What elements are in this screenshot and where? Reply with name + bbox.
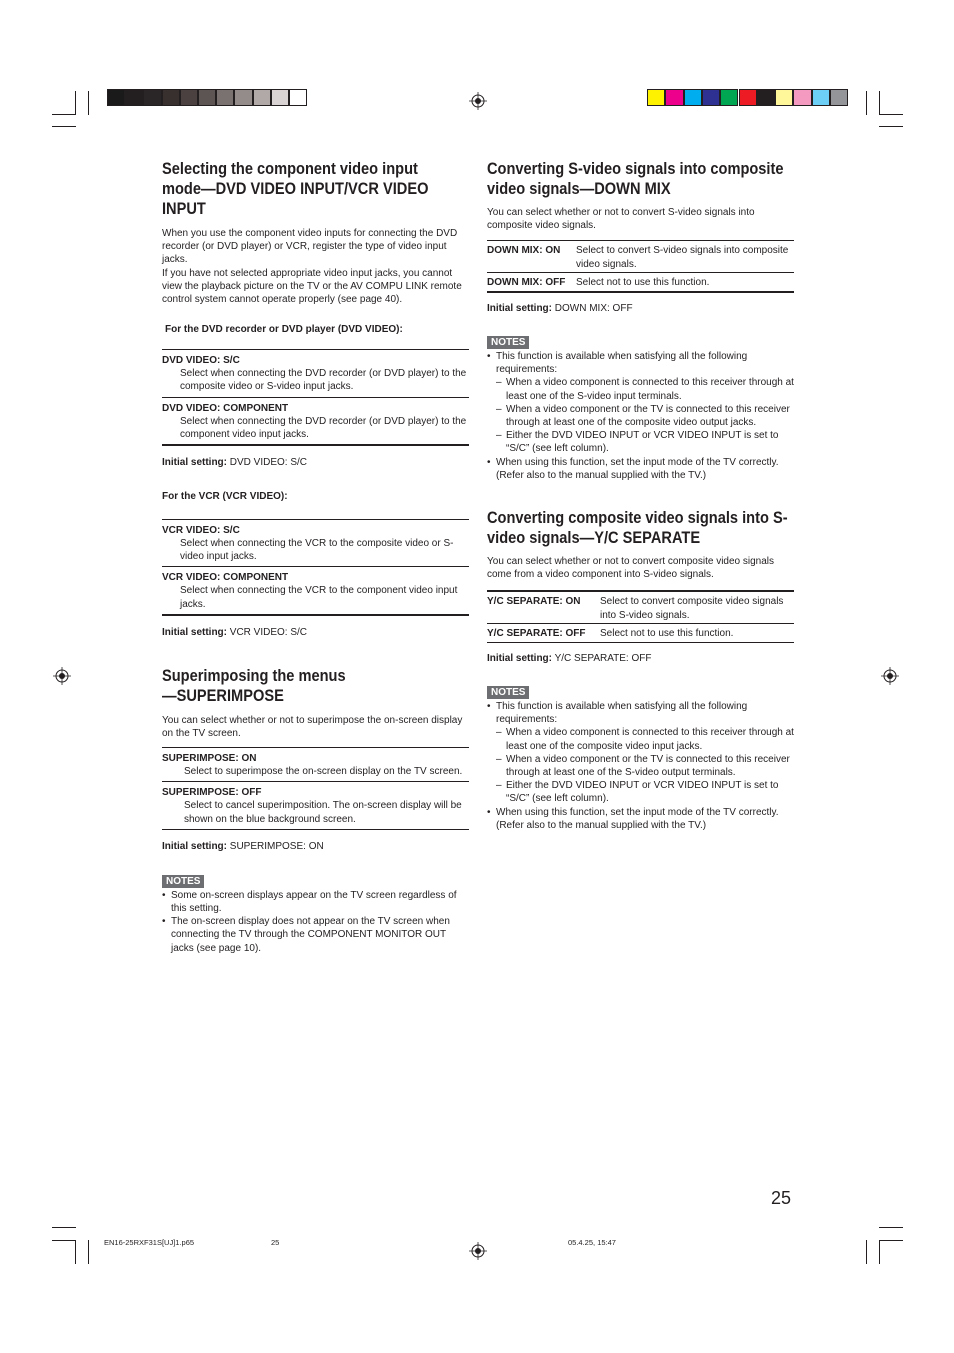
crop-mark [866, 91, 867, 115]
color-swatch [253, 89, 271, 106]
intro-text: You can select whether or not to superimpose the on-screen display on the TV screen. [162, 714, 463, 740]
initial-setting: Initial setting: DVD VIDEO: S/C [162, 457, 308, 469]
sub-notes-list [496, 726, 794, 805]
crop-mark [75, 1240, 76, 1264]
crop-mark [52, 114, 76, 115]
list-item: • This function is available when satisfying all the following requirements: – When a video component is connected to this receiver through at least one of the composite video input jacks. – When a video component or the TV is connected to this receiver through at least one of the S-video output terminals. – Either the DVD VIDEO INPUT or VCR VIDEO INPUT is set to “S/C” (see left column). [487, 700, 794, 806]
crop-mark [52, 1227, 76, 1228]
crop-mark [879, 114, 903, 115]
color-swatch [107, 89, 125, 106]
color-swatch [180, 89, 198, 106]
option-row: VCR VIDEO: S/C Select when connecting the VCR to the composite video or S-video input jacks. [162, 525, 454, 563]
notes-badge: NOTES [487, 336, 529, 349]
section-title-dvd-vcr-input: Selecting the component video input mode—DVD VIDEO INPUT/VCR VIDEO INPUT [162, 159, 429, 218]
initial-setting: Initial setting: SUPERIMPOSE: ON [162, 840, 324, 852]
crop-mark [879, 1240, 880, 1264]
crop-mark [879, 1240, 903, 1241]
section-title-yc-separate: Converting composite video signals into S- video signals—Y/C SEPARATE [487, 508, 788, 548]
crop-mark [879, 91, 880, 115]
notes-badge: NOTES [487, 686, 529, 699]
initial-setting: Initial setting: DOWN MIX: OFF [487, 303, 633, 315]
section-title-down-mix: Converting S-video signals into composite video signals—DOWN MIX [487, 159, 784, 198]
color-swatch [739, 89, 757, 106]
color-swatch [162, 89, 180, 106]
option-row: DOWN MIX: OFF Select not to use this function. [487, 276, 710, 288]
option-row: DVD VIDEO: S/C Select when connecting the DVD recorder (or DVD player) to the composite video or S-video input jacks. [162, 355, 467, 393]
initial-setting: Initial setting: Y/C SEPARATE: OFF [487, 653, 652, 665]
list-item: • When using this function, set the input mode of the TV correctly. (Refer also to the manual supplied with the TV.) [487, 456, 794, 482]
color-swatch [684, 89, 702, 106]
vcr-subheading: For the VCR (VCR VIDEO): [162, 491, 288, 503]
registration-mark-icon [469, 92, 487, 110]
footer-page: 25 [271, 1238, 280, 1247]
list-item: – When a video component or the TV is connected to this receiver through at least one of the S-video output terminals. [496, 753, 794, 779]
color-swatch [702, 89, 720, 106]
option-row: Y/C SEPARATE: OFF Select not to use this function. [487, 627, 734, 639]
option-row: DVD VIDEO: COMPONENT Select when connecting the DVD recorder (or DVD player) to the component video input jacks. [162, 402, 467, 440]
page-number: 25 [771, 1188, 792, 1208]
intro-text: You can select whether or not to convert S-video signals into composite video signals. [487, 207, 755, 232]
right-column [487, 159, 794, 832]
option-row: SUPERIMPOSE: ON Select to superimpose the on-screen display on the TV screen. [162, 753, 463, 778]
color-swatch [830, 89, 848, 106]
list-item: • The on-screen display does not appear on the TV screen when connecting the TV through the COMPONENT MONITOR OUT jacks (see page 10). [162, 915, 469, 955]
footer-filename: EN16-25RXF31S[UJ]1.p65 [104, 1238, 195, 1247]
registration-mark-icon [53, 667, 71, 685]
crop-mark [879, 1227, 903, 1228]
crop-mark [88, 91, 89, 115]
list-item: • Some on-screen displays appear on the TV screen regardless of this setting. [162, 889, 469, 915]
color-swatch [720, 89, 738, 106]
crop-mark [866, 1240, 867, 1264]
list-item: – When a video component or the TV is connected to this receiver through at least one of the composite video output jacks. [496, 403, 794, 429]
registration-mark-icon [881, 667, 899, 685]
color-swatch [812, 89, 830, 106]
color-swatch [665, 89, 683, 106]
list-item: – When a video component is connected to this receiver through at least one of the composite video input jacks. [496, 726, 794, 752]
intro-text: When you use the component video inputs for connecting the DVD recorder (or DVD player) or VCR, register the type of video input jacks. [162, 228, 458, 266]
option-row: Y/C SEPARATE: ON Select to convert composite video signals into S-video signals. [487, 596, 784, 621]
list-item: • This function is available when satisfying all the following requirements: – When a video component is connected to this receiver through at least one of the S-video input terminals. – When a video component or the TV is connected to this receiver through at least one of the composite video output jacks. – Either the DVD VIDEO INPUT or VCR VIDEO INPUT is set to “S/C” (see left column). [487, 350, 794, 456]
list-item: – Either the DVD VIDEO INPUT or VCR VIDEO INPUT is set to “S/C” (see left column). [496, 779, 794, 805]
crop-mark [52, 126, 76, 127]
footer-date: 05.4.25, 15:47 [568, 1238, 616, 1247]
initial-setting: Initial setting: VCR VIDEO: S/C [162, 626, 308, 638]
registration-mark-icon [469, 1242, 487, 1260]
color-swatch [289, 89, 307, 106]
color-swatch [198, 89, 216, 106]
color-swatch [216, 89, 234, 106]
notes-list [487, 350, 794, 482]
color-swatch [234, 89, 252, 106]
crop-mark [88, 1240, 89, 1264]
color-swatch [143, 89, 161, 106]
notes-list [487, 700, 794, 832]
notes-badge: NOTES [162, 875, 204, 888]
color-swatch [125, 89, 143, 106]
option-row: SUPERIMPOSE: OFF Select to cancel superimposition. The on-screen display will be shown on the blue background screen. [162, 787, 462, 825]
color-swatch [647, 89, 665, 106]
list-item: • When using this function, set the input mode of the TV correctly. (Refer also to the manual supplied with the TV.) [487, 806, 794, 832]
color-swatch [793, 89, 811, 106]
crop-mark [75, 91, 76, 115]
intro-text: If you have not selected appropriate video input jacks, you cannot view the playback picture on the TV or the AV COMPU LINK remote control system cannot operate properly (see page 40). [162, 267, 462, 306]
color-swatch [775, 89, 793, 106]
sub-notes-list [496, 376, 794, 455]
section-title-superimpose: Superimposing the menus —SUPERIMPOSE [162, 665, 346, 705]
crop-mark [52, 1240, 76, 1241]
dvd-subheading: For the DVD recorder or DVD player (DVD VIDEO): [165, 324, 403, 336]
color-swatch [757, 89, 775, 106]
list-item: – Either the DVD VIDEO INPUT or VCR VIDEO INPUT is set to “S/C” (see left column). [496, 429, 794, 455]
intro-text: You can select whether or not to convert composite video signals come from a video component into S-video signals. [487, 556, 775, 581]
notes-list [162, 889, 469, 955]
list-item: – When a video component is connected to this receiver through at least one of the S-video input terminals. [496, 376, 794, 402]
color-swatch [271, 89, 289, 106]
crop-mark [879, 126, 903, 127]
left-column [162, 159, 469, 955]
option-row: VCR VIDEO: COMPONENT Select when connecting the VCR to the component video input jacks. [162, 572, 458, 610]
option-row: DOWN MIX: ON Select to convert S-video signals into composite video signals. [487, 245, 789, 270]
